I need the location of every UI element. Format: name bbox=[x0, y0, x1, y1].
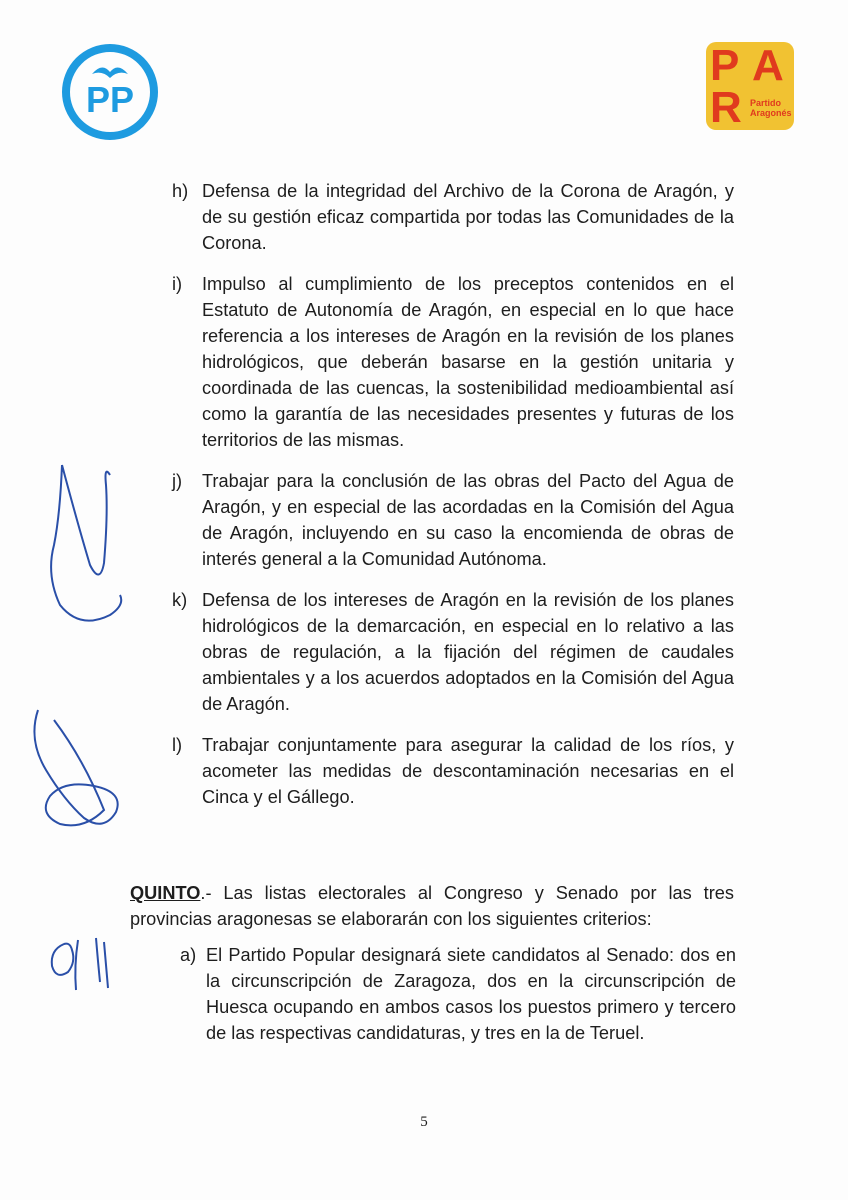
item-marker: i) bbox=[172, 274, 183, 294]
page-number: 5 bbox=[420, 1114, 428, 1130]
quinto-sublist bbox=[180, 942, 736, 1061]
quinto-text: .- Las listas electorales al Congreso y Senado por las tres provincias aragonesas se elaborarán con los siguientes criterios: bbox=[130, 883, 734, 929]
pp-logo-text: PP bbox=[85, 79, 135, 120]
item-marker: a) bbox=[180, 945, 197, 965]
signature-initial-1 bbox=[30, 455, 140, 635]
signature-initial-2 bbox=[24, 700, 134, 840]
list-item bbox=[172, 468, 734, 572]
list-item bbox=[172, 178, 734, 256]
par-logo bbox=[706, 42, 794, 130]
par-logo-subtitle bbox=[750, 98, 792, 118]
item-text: Trabajar conjuntamente para asegurar la calidad de los ríos, y acometer las medidas de descontaminación necesarias en el Cinca y el Gállego. bbox=[202, 735, 734, 807]
list-item bbox=[180, 942, 736, 1046]
item-text: Impulso al cumplimiento de los preceptos contenidos en el Estatuto de Autonomía de Aragón, en especial en lo que hace referencia a los intereses de Aragón en la revisión de los planes hidrológicos, que deberán basarse en la gestión unitaria y coordinada de las cuencas, la sostenibilidad medioambiental así como la garantía de las necesidades presentes y futuras de los territorios de las mismas. bbox=[202, 274, 734, 450]
list-item bbox=[172, 271, 734, 453]
item-marker: l) bbox=[172, 735, 183, 755]
quinto-heading: QUINTO bbox=[130, 883, 201, 903]
item-text: Defensa de la integridad del Archivo de la Corona de Aragón, y de su gestión eficaz compartida por todas las Comunidades de la Corona. bbox=[202, 181, 734, 253]
par-logo-letter-a: A bbox=[752, 42, 784, 90]
clause-list bbox=[172, 178, 734, 825]
item-text: Trabajar para la conclusión de las obras del Pacto del Agua de Aragón, y en especial de las acordadas en la Comisión del Agua de Aragón, incluyendo en su caso la encomienda de obras de interés general a la Comunidad Autónoma. bbox=[202, 471, 734, 569]
par-logo-subtitle-line2: Aragonés bbox=[750, 108, 792, 118]
item-text: El Partido Popular designará siete candidatos al Senado: dos en la circunscripción de Zaragoza, dos en la circunscripción de Huesca ocupando en ambos casos los puestos primero y tercero de las respectivas candidaturas, y tres en la de Teruel. bbox=[206, 945, 736, 1043]
pp-logo bbox=[62, 44, 158, 140]
par-logo-letter-r: R bbox=[710, 83, 742, 130]
list-item bbox=[172, 732, 734, 810]
item-marker: k) bbox=[172, 590, 188, 610]
signature-initial-3 bbox=[44, 932, 124, 998]
item-text: Defensa de los intereses de Aragón en la revisión de los planes hidrológicos de la demarcación, en especial en lo relativo a las obras de regulación, a la fijación del régimen de caudales ambientales y a los acuerdos adoptados en la Comisión del Agua de Aragón. bbox=[202, 590, 734, 714]
par-logo-subtitle-line1: Partido bbox=[750, 98, 782, 108]
item-marker: h) bbox=[172, 181, 189, 201]
par-logo-letter-p: P bbox=[710, 42, 740, 90]
quinto-paragraph bbox=[130, 880, 734, 932]
list-item bbox=[172, 587, 734, 717]
item-marker: j) bbox=[172, 471, 183, 491]
